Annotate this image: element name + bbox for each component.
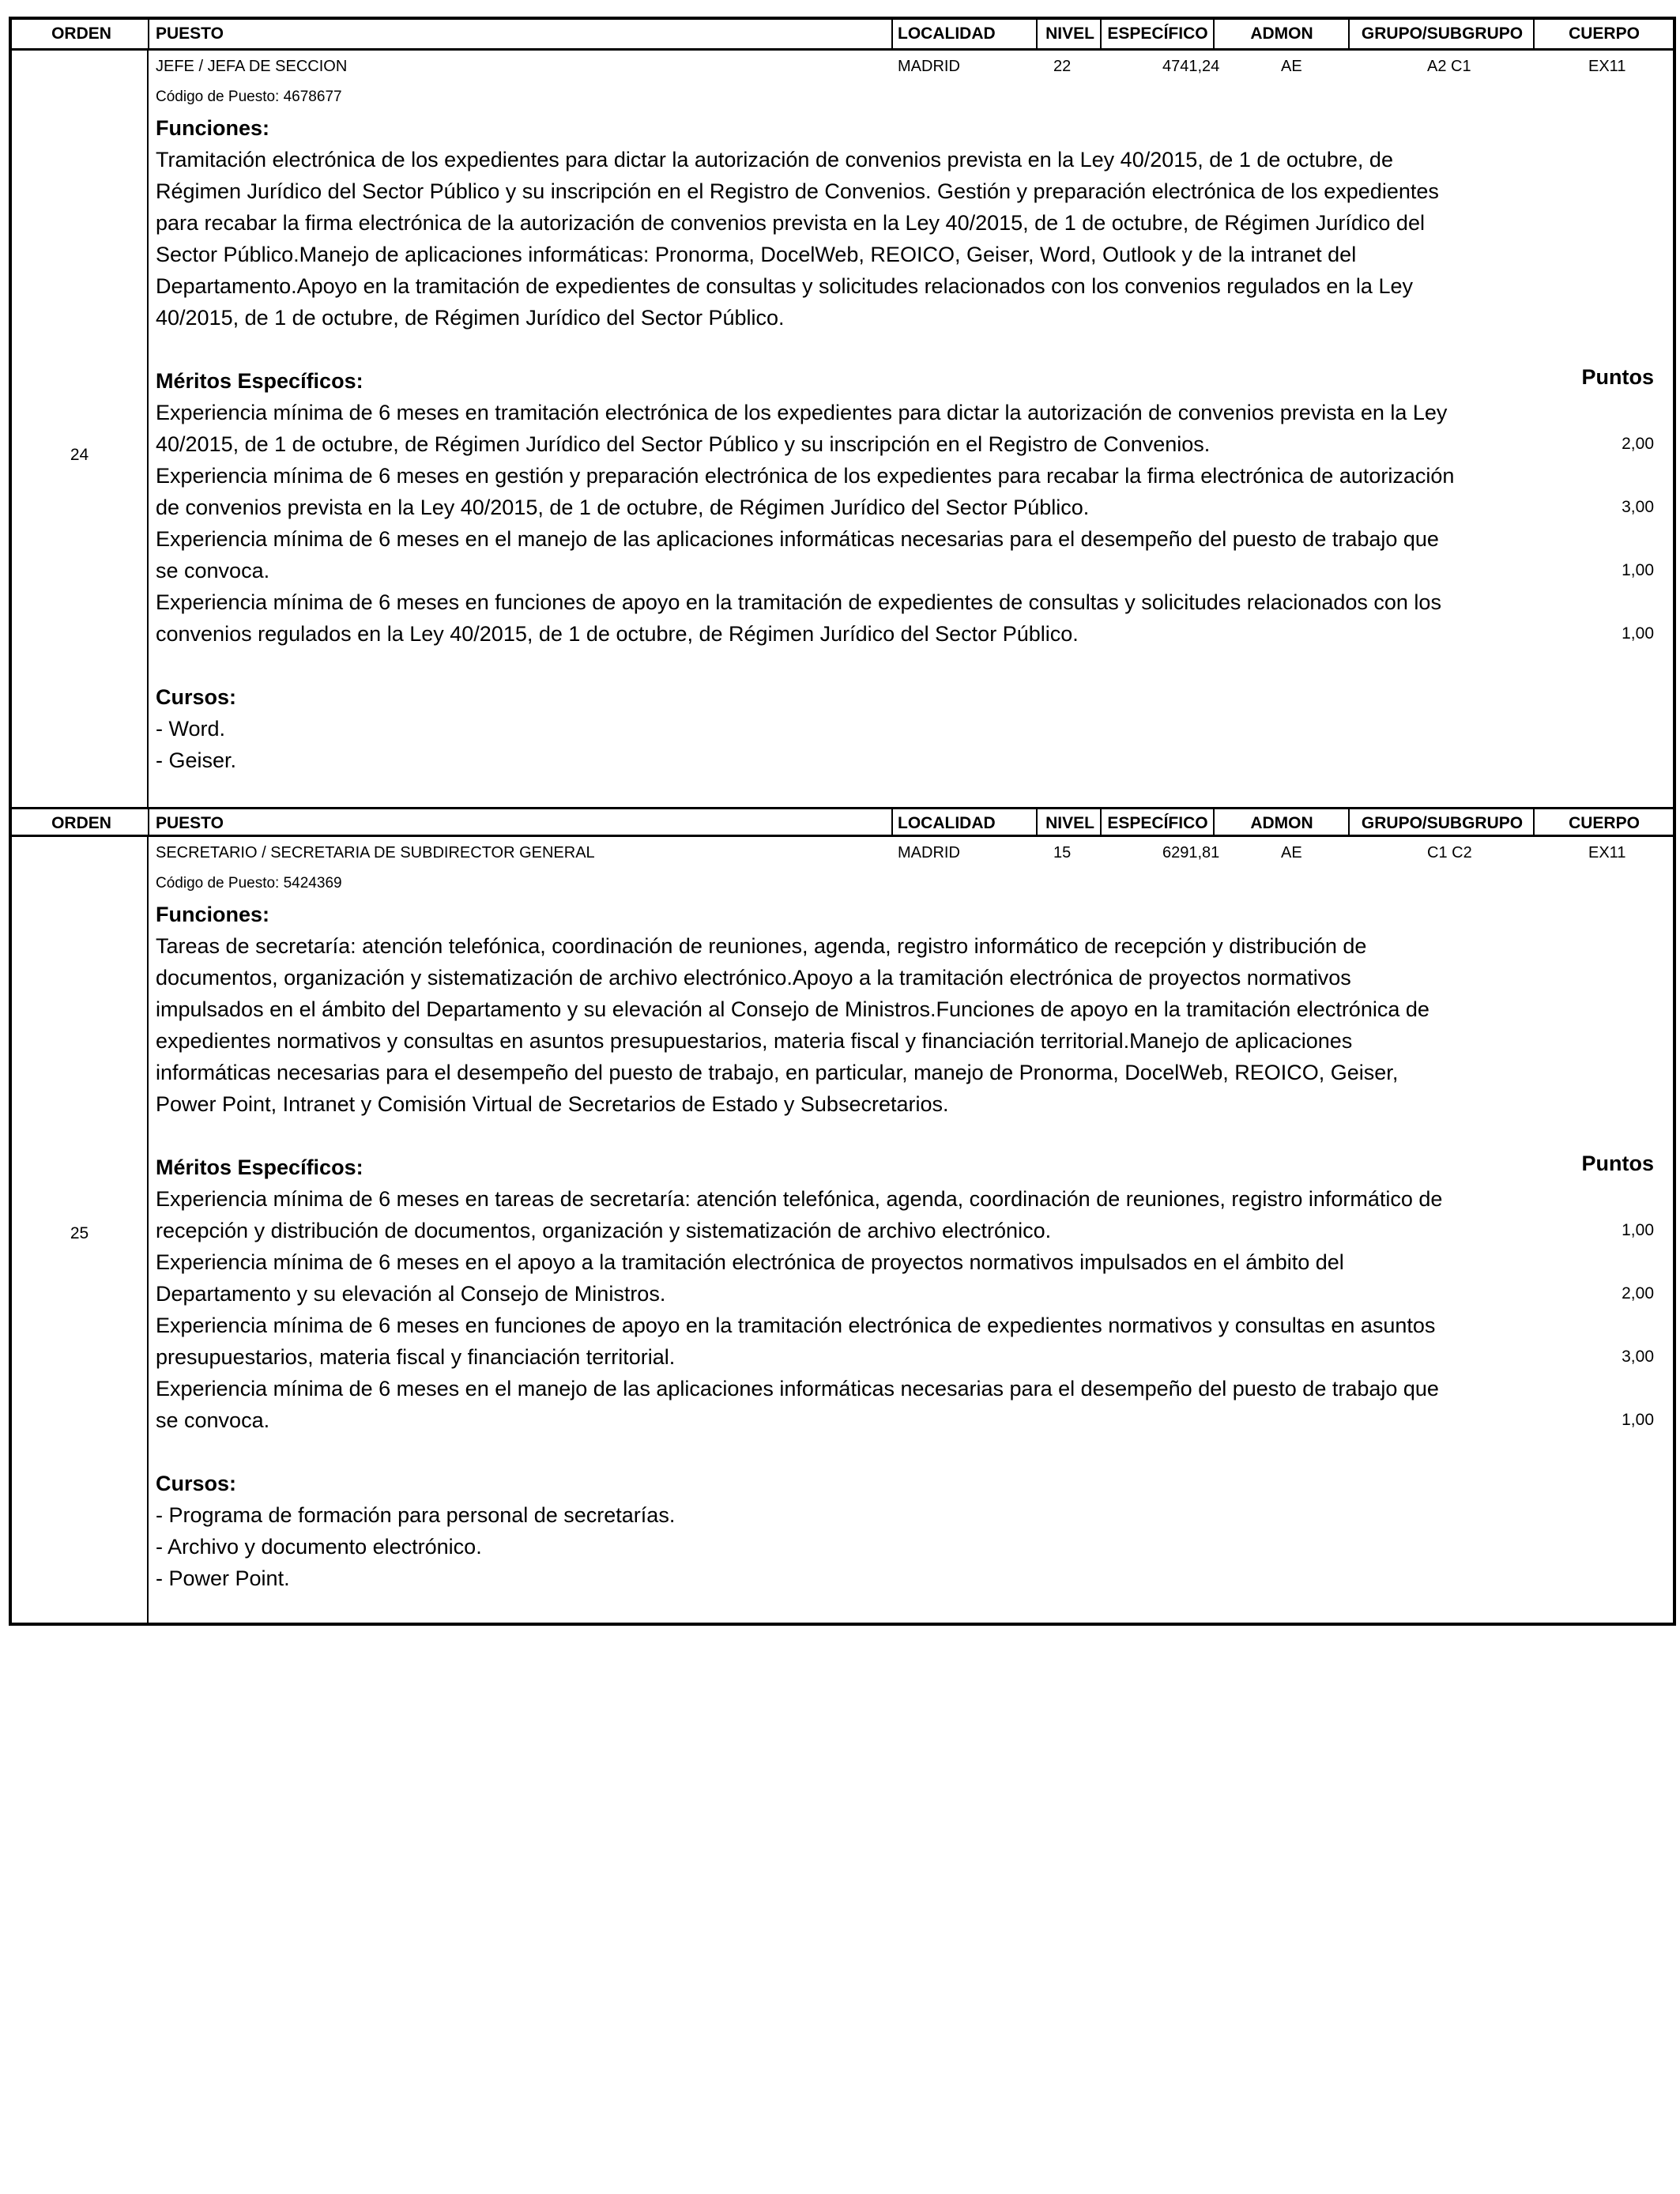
nivel-value: 22 [1053, 58, 1072, 75]
codigo-puesto: Código de Puesto: 5424369 [156, 875, 342, 892]
header-cuerpo: CUERPO [1569, 25, 1640, 43]
funciones-text: Tareas de secretaría: atención telefónica, coordinación de reuniones, agenda, registro informático de recepción y distribución de documentos, organización y sistematización de archivo electrónico.Apoyo a la tramitación electrónica de proyectos normativos impulsados en el ámbito del Departamento y su elevación al Consejo de Ministros.Funciones de apoyo en la tramitación electrónica de expedientes normativos y consultas en asuntos presupuestarios, materia fiscal y financiación territorial.Manejo de aplicaciones informáticas necesarias para el desempeño del puesto de trabajo, en particular, manejo de Pronorma, DocelWeb, REOICO, Geiser, Power Point, Intranet y Comisión Virtual de Secretarios de Estado y Subsecretarios. [156, 934, 1430, 1116]
puesto-body [12, 51, 1673, 807]
merito-item [156, 586, 1673, 650]
cuerpo-value: EX11 [1588, 58, 1626, 75]
localidad-value: MADRID [898, 58, 960, 75]
header-orden: ORDEN [51, 814, 111, 832]
grupo-value: C1 C2 [1427, 844, 1472, 861]
merito-puntos: 3,00 [1622, 498, 1654, 516]
header-cuerpo: CUERPO [1569, 814, 1640, 832]
merito-puntos: 2,00 [1622, 1284, 1654, 1302]
document-page [9, 17, 1676, 1626]
curso-item: - Word. [156, 717, 226, 741]
merito-text: Experiencia mínima de 6 meses en el apoyo a la tramitación electrónica de proyectos normativos impulsados en el ámbito del Departamento y su elevación al Consejo de Ministros. [156, 1250, 1344, 1306]
header-admon: ADMON [1250, 25, 1313, 43]
table-header [12, 807, 1673, 837]
merito-puntos: 1,00 [1622, 1221, 1654, 1239]
merito-text: Experiencia mínima de 6 meses en gestión y preparación electrónica de los expedientes para recabar la firma electrónica de autorización de convenios prevista en la Ley 40/2015, de 1 de octubre, de Régimen Jurídico del Sector Público. [156, 464, 1455, 519]
header-localidad: LOCALIDAD [898, 814, 996, 832]
merito-puntos: 1,00 [1622, 1411, 1654, 1429]
codigo-puesto: Código de Puesto: 4678677 [156, 89, 342, 105]
merito-puntos: 1,00 [1622, 624, 1654, 643]
funciones-heading: Funciones: [156, 116, 270, 140]
puntos-heading: Puntos [1581, 1152, 1654, 1175]
header-especifico: ESPECÍFICO [1107, 814, 1208, 832]
header-grupo: GRUPO/SUBGRUPO [1361, 25, 1524, 43]
orden-number: 24 [70, 446, 89, 464]
admon-value: AE [1281, 844, 1302, 861]
header-admon: ADMON [1250, 814, 1313, 832]
merito-text: Experiencia mínima de 6 meses en tareas de secretaría: atención telefónica, agenda, coordinación de reuniones, registro informático de recepción y distribución de documentos, organización y sistematización de archivo electrónico. [156, 1187, 1443, 1242]
merito-text: Experiencia mínima de 6 meses en funciones de apoyo en la tramitación electrónica de expedientes normativos y consultas en asuntos presupuestarios, materia fiscal y financiación territorial. [156, 1314, 1436, 1369]
grupo-value: A2 C1 [1427, 58, 1471, 75]
meritos-heading: Méritos Específicos: [156, 1155, 363, 1179]
curso-item: - Power Point. [156, 1566, 290, 1590]
admon-value: AE [1281, 58, 1302, 75]
header-localidad: LOCALIDAD [898, 25, 996, 43]
header-nivel: NIVEL [1045, 25, 1094, 43]
header-grupo: GRUPO/SUBGRUPO [1361, 814, 1524, 832]
funciones-text: Tramitación electrónica de los expedientes para dictar la autorización de convenios prevista en la Ley 40/2015, de 1 de octubre, de Régimen Jurídico del Sector Público y su inscripción en el Registro de Convenios. Gestión y preparación electrónica de los expedientes para recabar la firma electrónica de la autorización de convenios prevista en la Ley 40/2015, de 1 de octubre, de Régimen Jurídico del Sector Público.Manejo de aplicaciones informáticas: Pronorma, DocelWeb, REOICO, Geiser, Word, Outlook y de la intranet del Departamento.Apoyo en la tramitación de expedientes de consultas y solicitudes relacionados con los convenios regulados en la Ley 40/2015, de 1 de octubre, de Régimen Jurídico del Sector Público. [156, 148, 1439, 330]
merito-text: Experiencia mínima de 6 meses en el manejo de las aplicaciones informáticas necesarias para el desempeño del puesto de trabajo que se convoca. [156, 1377, 1439, 1432]
header-nivel: NIVEL [1045, 814, 1094, 832]
merito-item [156, 1310, 1673, 1373]
puesto-summary-row [156, 51, 1673, 82]
merito-item [156, 1246, 1673, 1310]
merito-text: Experiencia mínima de 6 meses en funciones de apoyo en la tramitación de expedientes de consultas y solicitudes relacionados con los convenios regulados en la Ley 40/2015, de 1 de octubre, de Régimen Jurídico del Sector Público. [156, 590, 1441, 646]
table-header [12, 20, 1673, 51]
puesto-title: SECRETARIO / SECRETARIA DE SUBDIRECTOR GENERAL [156, 844, 595, 861]
meritos-heading: Méritos Específicos: [156, 369, 363, 393]
merito-puntos: 1,00 [1622, 561, 1654, 579]
cuerpo-value: EX11 [1588, 844, 1626, 861]
merito-item [156, 523, 1673, 586]
puesto-block-25 [9, 807, 1676, 1626]
puesto-title: JEFE / JEFA DE SECCION [156, 58, 348, 75]
merito-item [156, 1183, 1673, 1246]
header-especifico: ESPECÍFICO [1107, 25, 1208, 43]
merito-item [156, 1373, 1673, 1436]
puesto-body [12, 837, 1673, 1623]
puesto-summary-row [156, 837, 1673, 869]
localidad-value: MADRID [898, 844, 960, 861]
header-orden: ORDEN [51, 25, 111, 43]
funciones-heading: Funciones: [156, 903, 270, 926]
merito-item [156, 397, 1673, 460]
cursos-heading: Cursos: [156, 685, 237, 709]
merito-puntos: 3,00 [1622, 1348, 1654, 1366]
orden-number: 25 [70, 1224, 89, 1242]
especifico-value: 4741,24 [1162, 58, 1220, 75]
merito-puntos: 2,00 [1622, 435, 1654, 453]
puntos-heading: Puntos [1581, 365, 1654, 389]
curso-item: - Archivo y documento electrónico. [156, 1535, 482, 1559]
merito-text: Experiencia mínima de 6 meses en tramitación electrónica de los expedientes para dictar la autorización de convenios prevista en la Ley 40/2015, de 1 de octubre, de Régimen Jurídico del Sector Público y su inscripción en el Registro de Convenios. [156, 401, 1448, 456]
header-puesto: PUESTO [156, 814, 224, 832]
merito-item [156, 460, 1673, 523]
header-puesto: PUESTO [156, 25, 224, 43]
curso-item: - Programa de formación para personal de secretarías. [156, 1503, 676, 1527]
cursos-heading: Cursos: [156, 1472, 237, 1495]
curso-item: - Geiser. [156, 748, 237, 772]
nivel-value: 15 [1053, 844, 1072, 861]
puesto-block-24 [9, 17, 1676, 807]
especifico-value: 6291,81 [1162, 844, 1220, 861]
merito-text: Experiencia mínima de 6 meses en el manejo de las aplicaciones informáticas necesarias para el desempeño del puesto de trabajo que se convoca. [156, 527, 1439, 582]
